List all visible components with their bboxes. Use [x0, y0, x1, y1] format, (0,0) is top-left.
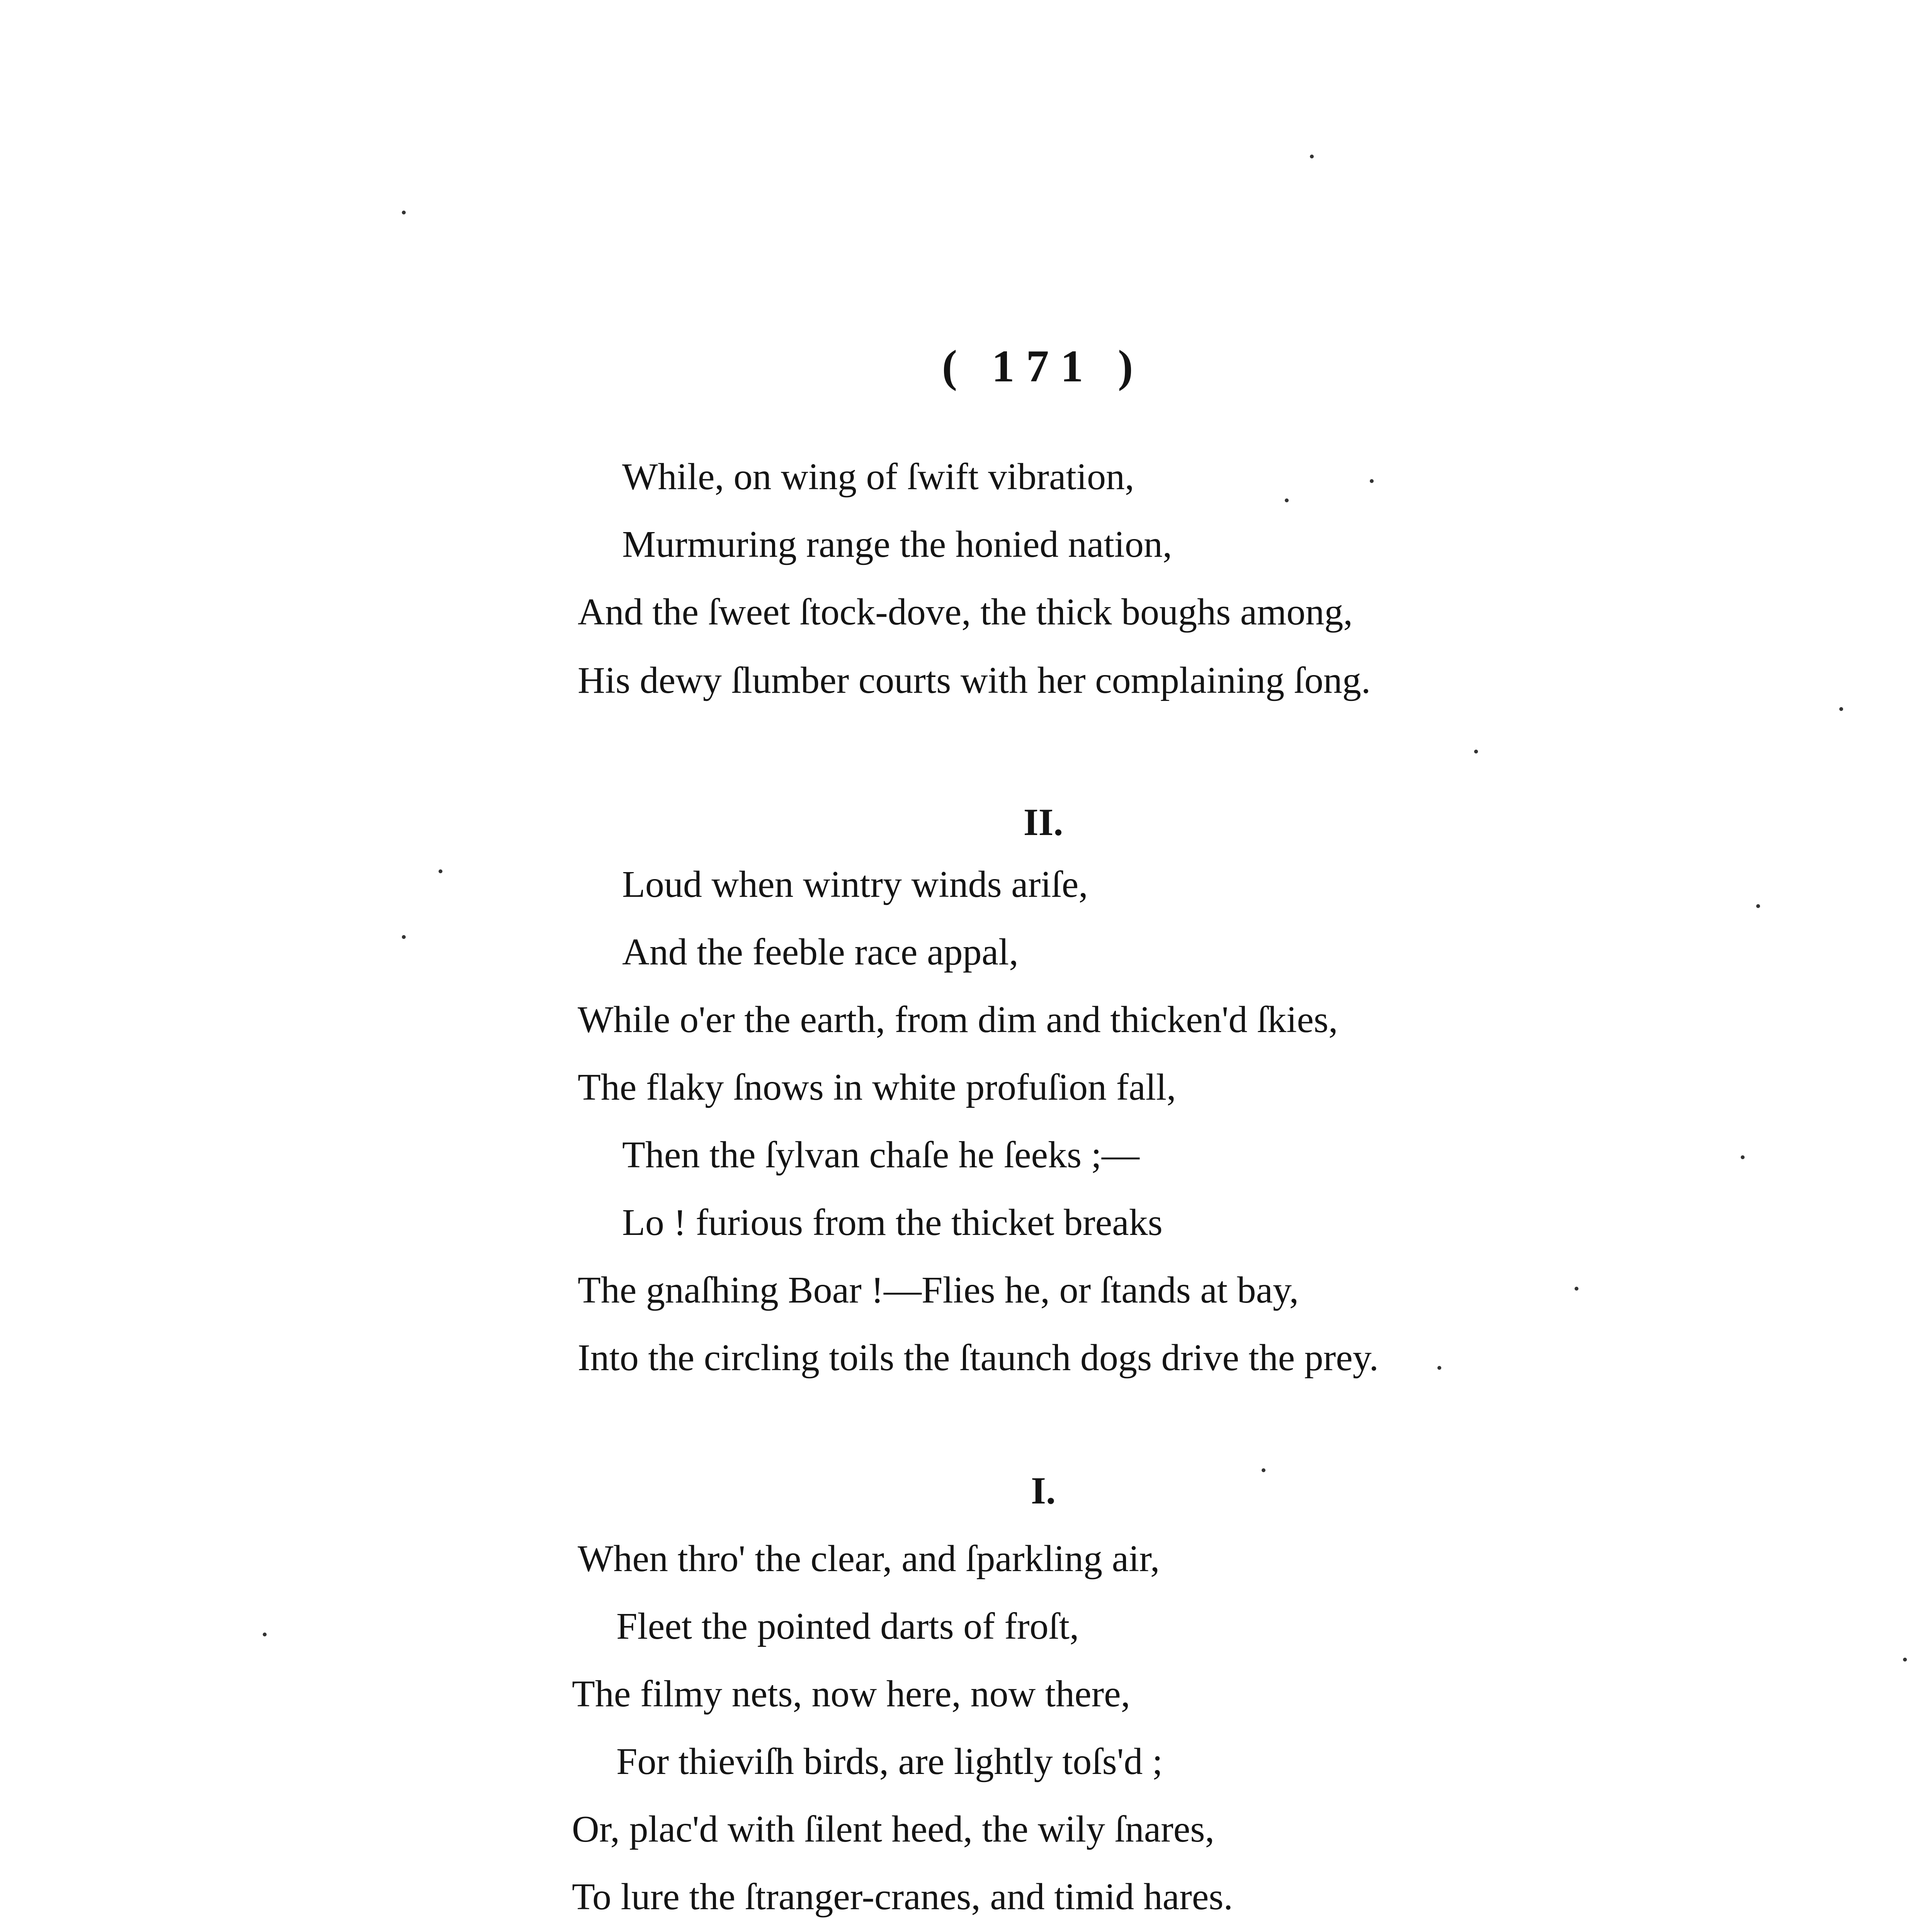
- verse-line: When thro' the clear, and ſparkling air,: [578, 1538, 1160, 1580]
- scan-speck: [1575, 1287, 1578, 1291]
- scan-speck: [1839, 707, 1843, 711]
- verse-line: While, on wing of ſwift vibration,: [622, 456, 1134, 498]
- verse-line: Or, plac'd with ſilent heed, the wily ſnares,: [572, 1808, 1214, 1850]
- verse-line: Fleet the pointed darts of froſt,: [616, 1605, 1079, 1647]
- scan-speck: [263, 1633, 267, 1636]
- verse-line: While o'er the earth, from dim and thicken'd ſkies,: [578, 999, 1338, 1041]
- verse-line: The flaky ſnows in white profuſion fall,: [578, 1066, 1176, 1108]
- verse-line: His dewy ſlumber courts with her complaining ſong.: [578, 660, 1371, 701]
- scan-speck: [402, 211, 406, 214]
- scan-speck: [1741, 1155, 1745, 1159]
- scan-speck: [1370, 479, 1374, 483]
- scan-speck: [1903, 1658, 1907, 1662]
- scan-speck: [439, 869, 442, 873]
- verse-line: The gnaſhing Boar !—Flies he, or ſtands at bay,: [578, 1269, 1299, 1311]
- page-number: ( 171 ): [942, 341, 1145, 391]
- scan-speck: [1474, 750, 1478, 753]
- verse-line: Lo ! furious from the thicket breaks: [622, 1202, 1163, 1243]
- verse-line: And the feeble race appal,: [622, 931, 1019, 973]
- verse-line: Then the ſylvan chaſe he ſeeks ;—: [622, 1134, 1139, 1176]
- verse-line: Loud when wintry winds ariſe,: [622, 864, 1088, 905]
- stanza-heading: I.: [1031, 1469, 1056, 1512]
- verse-line: For thieviſh birds, are lightly toſs'd ;: [616, 1741, 1163, 1782]
- verse-line: The filmy nets, now here, now there,: [572, 1673, 1131, 1715]
- scan-speck: [1285, 498, 1289, 502]
- stanza-heading: II.: [1023, 801, 1063, 844]
- verse-line: And the ſweet ſtock-dove, the thick boughs among,: [578, 591, 1353, 633]
- verse-line: To lure the ſtranger-cranes, and timid hares.: [572, 1876, 1233, 1918]
- verse-line: Into the circling toils the ſtaunch dogs drive the prey.: [578, 1337, 1379, 1379]
- verse-line: Murmuring range the honied nation,: [622, 524, 1172, 565]
- scan-speck: [402, 935, 406, 939]
- scan-speck: [1310, 155, 1314, 158]
- scan-speck: [1262, 1468, 1265, 1472]
- scan-speck: [1437, 1366, 1441, 1370]
- scan-speck: [1756, 904, 1760, 908]
